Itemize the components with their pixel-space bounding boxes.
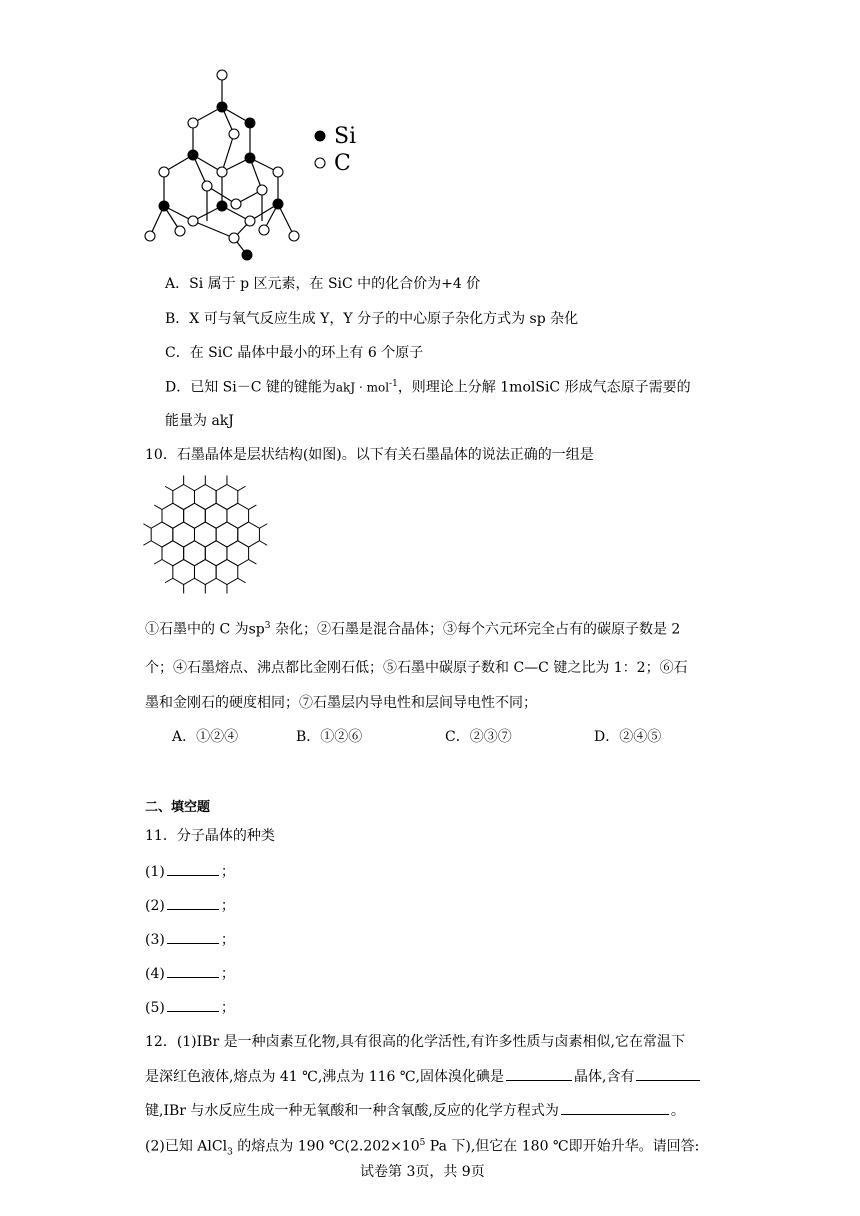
q11-item-5: (5) ； — [145, 1000, 235, 1016]
answer-blank[interactable] — [167, 874, 219, 876]
q9-option-d-continued: 能量为 akJ — [165, 413, 234, 429]
q10-option-d: D．②④⑤ — [594, 729, 662, 745]
hexagon-ring — [194, 560, 216, 585]
hexagon-ring — [227, 503, 249, 528]
q9-option-b: B．X 可与氧气反应生成 Y，Y 分子的中心原子杂化方式为 sp 杂化 — [165, 311, 579, 327]
q12-line-1: 12．(1)IBr 是一种卤素互化物,具有很高的化学活性,有许多性质与卤素相似,它在常温下 — [145, 1034, 685, 1050]
bond-stub — [249, 505, 257, 510]
hexagon-ring — [173, 560, 195, 585]
answer-blank[interactable] — [167, 976, 219, 978]
c-legend-marker — [315, 158, 325, 168]
c-legend-label: C — [334, 151, 351, 176]
q12-line-4: (2)已知 AlCl$_3$ 的熔点为 190 $℃(2.202\times 10^5$ Pa 下),但它在 180 ℃即开始升华。请回答: — [145, 1138, 700, 1158]
crystal-type-blank[interactable] — [506, 1079, 572, 1081]
hexagon-ring — [194, 522, 216, 547]
q12-line-3: 键,IBr 与水反应生成一种无氧酸和一种含氧酸,反应的化学方程式为 。 — [145, 1103, 685, 1119]
q10-statement-3: 墨和金刚石的硬度相同；⑦石墨层内导电性和层间导电性不同； — [145, 695, 537, 711]
q10-stem: 10．石墨晶体是层状结构(如图)。以下有关石墨晶体的说法正确的一组是 — [145, 447, 594, 463]
q11-item-4: (4) ； — [145, 966, 235, 982]
q11-item-2: (2) ； — [145, 898, 235, 914]
page-footer: 试卷第 3页，共 9页 — [360, 1164, 485, 1180]
q9-option-a: A．Si 属于 p 区元素，在 SiC 中的化合价为+4 价 — [165, 276, 481, 292]
hexagon-ring — [184, 503, 206, 528]
q11-stem: 11．分子晶体的种类 — [145, 828, 275, 844]
hexagon-ring — [162, 503, 184, 528]
hexagon-ring — [216, 522, 238, 547]
q10-option-a: A．①②④ — [172, 729, 239, 745]
hexagon-ring — [194, 485, 216, 510]
graphite-layer-figure — [140, 475, 270, 595]
hexagon-ring — [227, 541, 249, 566]
hexagon-ring — [184, 541, 206, 566]
bond-stub — [259, 524, 267, 529]
bond-stub — [143, 541, 151, 546]
bond-stub — [259, 541, 267, 546]
hexagon-ring — [205, 503, 227, 528]
answer-blank[interactable] — [167, 1010, 219, 1012]
section-title: 二、填空题 — [145, 800, 211, 815]
bond-stub — [238, 486, 246, 491]
q9-option-d: D．已知 Si－C 键的键能为akJ · mol$^{-1}$，则理论上分解 1molSiC 形成气态原子需要的 — [165, 379, 691, 396]
sic-structure-figure — [130, 60, 390, 270]
q10-statement-2: 个；④石墨熔点、沸点都比金刚石低；⑤石墨中碳原子数和 C—C 键之比为 1：2；⑥石 — [145, 660, 688, 676]
hexagon-ring — [205, 541, 227, 566]
bond-stub — [154, 505, 162, 510]
bond-type-blank[interactable] — [636, 1079, 700, 1081]
bond-stub — [165, 486, 173, 491]
bond-stub — [165, 578, 173, 583]
q11-item-1: (1) ； — [145, 864, 235, 880]
hexagon-ring — [173, 485, 195, 510]
bond-stub — [143, 524, 151, 529]
answer-blank[interactable] — [167, 942, 219, 944]
hexagon-ring — [173, 522, 195, 547]
q10-option-b: B．①②⑥ — [296, 729, 363, 745]
answer-blank[interactable] — [167, 908, 219, 910]
q10-statement-1: ①石墨中的 C 为$sp^3$ 杂化；②石墨是混合晶体；③每个六元环完全占有的碳原子数是 2 — [145, 621, 681, 638]
q11-item-3: (3) ； — [145, 932, 235, 948]
q12-line-2: 是深红色液体,熔点为 41 ℃,沸点为 116 ℃,固体溴化碘是 晶体,含有 — [145, 1070, 702, 1084]
si-legend-marker — [315, 131, 326, 142]
hexagon-ring — [151, 522, 173, 547]
bond-stub — [249, 560, 257, 565]
q9-option-c: C．在 SiC 晶体中最小的环上有 6 个原子 — [165, 345, 424, 361]
q10-option-c: C．②③⑦ — [445, 729, 512, 745]
hexagon-ring — [216, 560, 238, 585]
hexagon-ring — [238, 522, 260, 547]
bond-stub — [154, 560, 162, 565]
hexagon-ring — [162, 541, 184, 566]
bond-stub — [238, 578, 246, 583]
equation-blank[interactable] — [561, 1113, 669, 1115]
si-legend-label: Si — [334, 124, 357, 149]
hexagon-ring — [216, 485, 238, 510]
